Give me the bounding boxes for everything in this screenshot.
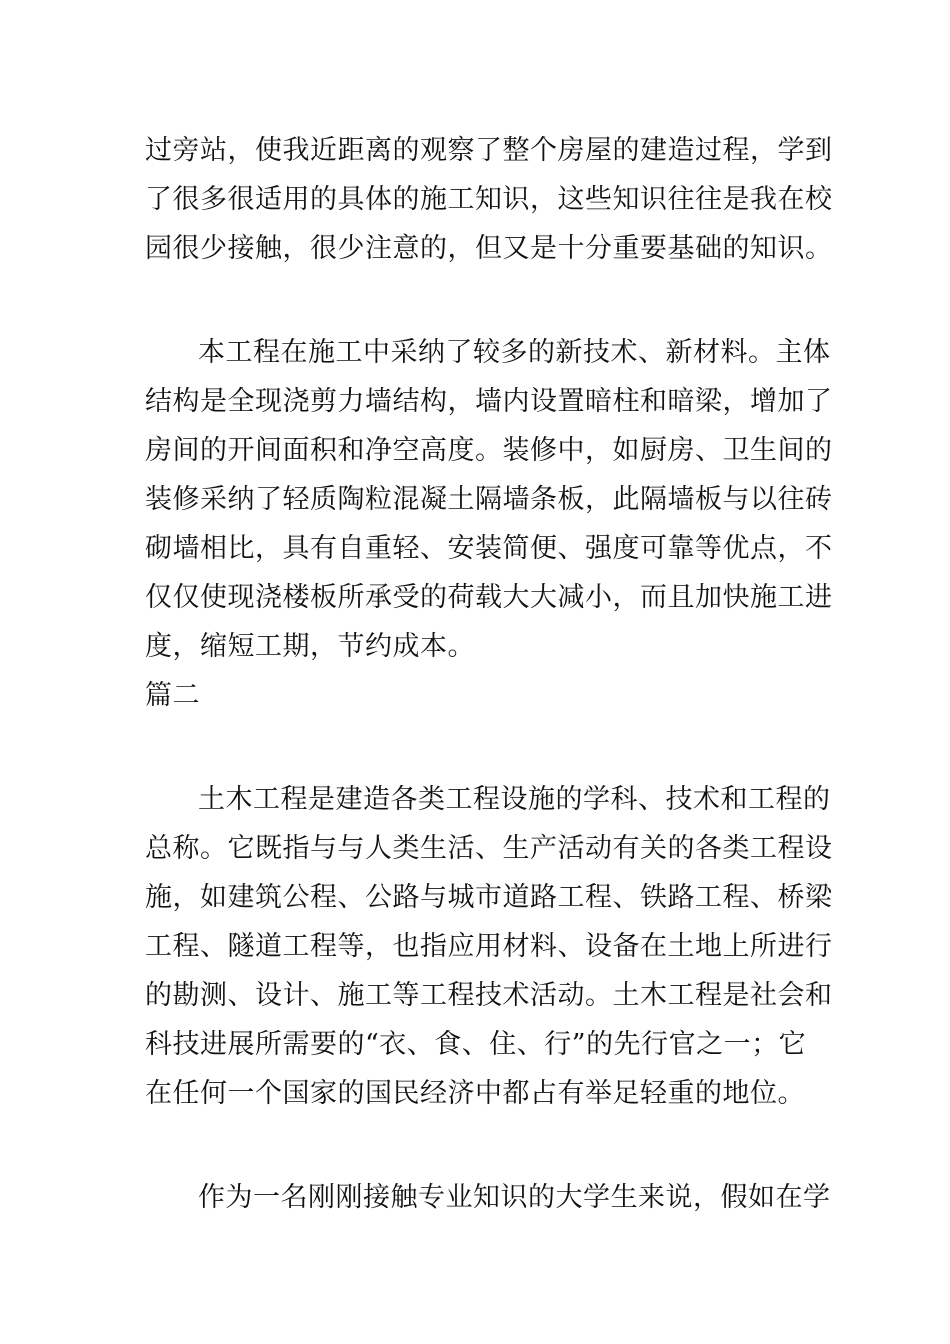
text-line: 过旁站，使我近距离的观察了整个房屋的建造过程，学到: [145, 135, 833, 166]
text-line: 砌墙相比，具有自重轻、安装简便、强度可靠等优点，不: [145, 533, 833, 564]
text-line: 作为一名刚刚接触专业知识的大学生来说，假如在学: [198, 1182, 831, 1213]
text-line: 施，如建筑公程、公路与城市道路工程、铁路工程、桥梁: [145, 882, 833, 913]
text-line: 仅仅使现浇楼板所承受的荷载大大减小，而且加快施工进: [145, 582, 833, 613]
text-line: 总称。它既指与与人类生活、生产活动有关的各类工程设: [145, 833, 833, 864]
text-line: 结构是全现浇剪力墙结构，墙内设置暗柱和暗梁，增加了: [145, 386, 833, 417]
text-line: 科技进展所需要的“衣、食、住、行”的先行官之一；它: [145, 1029, 807, 1060]
text-line: 土木工程是建造各类工程设施的学科、技术和工程的: [198, 784, 831, 815]
text-line: 房间的开间面积和净空高度。装修中，如厨房、卫生间的: [145, 435, 833, 466]
section-heading: 篇二: [145, 680, 200, 711]
text-line: 本工程在施工中采纳了较多的新技术、新材料。主体: [198, 337, 831, 368]
text-line: 在任何一个国家的国民经济中都占有举足轻重的地位。: [145, 1078, 805, 1109]
text-line: 的勘测、设计、施工等工程技术活动。土木工程是社会和: [145, 980, 833, 1011]
text-line: 工程、隧道工程等，也指应用材料、设备在土地上所进行: [145, 931, 833, 962]
text-line: 度，缩短工期，节约成本。: [145, 631, 475, 662]
text-line: 装修采纳了轻质陶粒混凝土隔墙条板，此隔墙板与以往砖: [145, 484, 833, 515]
text-line: 园很少接触，很少注意的，但又是十分重要基础的知识。: [145, 233, 833, 264]
text-line: 了很多很适用的具体的施工知识，这些知识往往是我在校: [145, 184, 833, 215]
